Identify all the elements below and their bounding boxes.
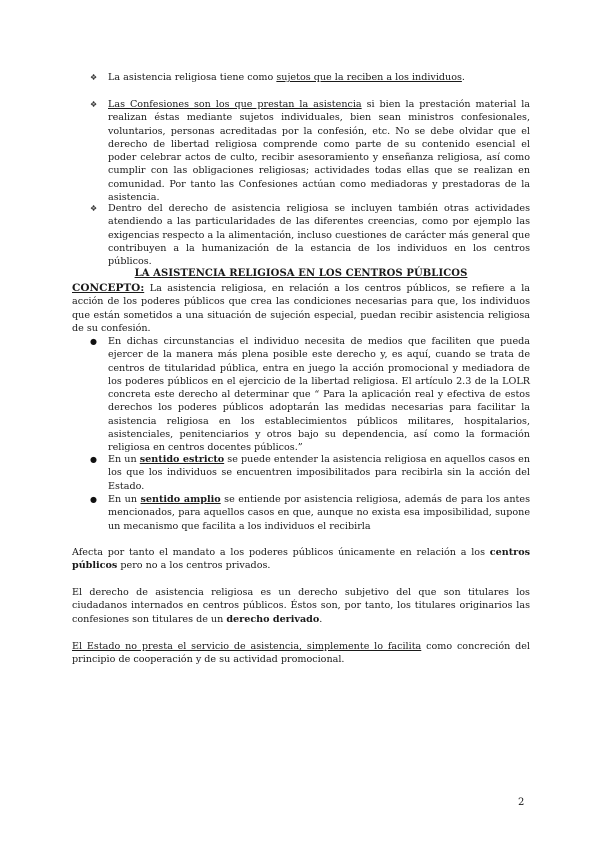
paragraph-sentido-amplio [108, 493, 530, 533]
underlined-text: El Estado no presta el servicio de asistencia, simplemente lo facilita [72, 641, 422, 652]
text: pero no a los centros privados. [117, 560, 271, 572]
diamond-bullet-icon: ❖ [90, 204, 98, 213]
text: La asistencia religiosa tiene como [108, 72, 277, 83]
bold-underlined-text: sentido estricto [139, 454, 225, 465]
text: como concreción del principio de cooperación y de su actividad promocional. [72, 641, 531, 666]
text: se puede entender la asistencia religiosa en aquellos casos en los que los individuos se encuentren imposibilitados para recibirla sin la acción del Estado. [108, 454, 531, 492]
text: Afecta por tanto el mandato a los poderes públicos únicamente en relación a los [72, 547, 490, 558]
paragraph-sentido-estricto [108, 453, 530, 493]
paragraph-sujetos [108, 71, 530, 84]
paragraph-confesiones [108, 98, 530, 204]
bold-text: derecho derivado [226, 613, 320, 625]
text: La asistencia religiosa, en relación a los centros públicos, se refiere a la acción de los poderes públicos que crea las condiciones necesarias para que, los individuos que están sometidos a una situación de sujeción especial, puedan recibir asistencia religiosa de su confesión. [72, 283, 530, 334]
bold-underlined-text: sentido amplio [140, 494, 221, 505]
round-bullet-icon: ● [90, 495, 97, 504]
page-number: 2 [518, 797, 525, 808]
section-title: LA ASISTENCIA RELIGIOSA EN LOS CENTROS PÚBLICOS [134, 268, 468, 279]
concepto-label: CONCEPTO: [72, 282, 145, 294]
paragraph-estado [72, 640, 530, 667]
paragraph-derecho-subjetivo [72, 586, 530, 626]
text: El derecho de asistencia religiosa es un derecho subjetivo del que son titulares los ciudadanos internados en centros públicos. Éstos son, por tanto, los titulares originarios las confesiones son titulares de un [72, 587, 530, 625]
text: . [461, 72, 465, 83]
underlined-text: Las Confesiones son los que prestan la asistencia [108, 99, 362, 110]
diamond-bullet-icon: ❖ [90, 100, 98, 109]
diamond-bullet-icon: ❖ [90, 73, 98, 82]
text: si bien la prestación material la realizan éstas mediante sujetos individuales, bien sean ministros confesionales, voluntarios, personas acreditadas por la confesión, etc. No se debe olvidar que el derecho de libertad religiosa comprende como parte de su contenido esencial el poder celebrar actos de culto, recibir asesoramiento y enseñanza religiosa, así como cumplir con las obligaciones religiosas; actividades todas ellas que se realizan en comunidad. Por tanto las Confesiones actúan como mediadoras y prestadoras de la asistencia. [108, 99, 530, 204]
underlined-text: sujetos que la reciben a los individuos [276, 72, 462, 83]
text: . [319, 613, 323, 625]
paragraph-circunstancias: En dichas circunstancias el individuo necesita de medios que faciliten que pueda ejercer de la manera más plena posible este derecho y, es aquí, cuando se trata de centros de titularidad pública, entra en juego la acción promocional y mediadora de los poderes públicos en el ejercicio de la libertad religiosa. El artículo 2.3 de la LOLR concreta este derecho al determinar que “ Para la aplicación real y efectiva de estos derechos los poderes públicos adoptarán las medidas necesarias para facilitar la asistencia religiosa en los establecimientos públicos militares, hospitalarios, asistenciales, penitenciarios y otros bajo su dependencia, así como la formación religiosa en centros docentes públicos.” [108, 336, 530, 454]
text: En un [108, 494, 141, 505]
round-bullet-icon: ● [90, 337, 97, 346]
paragraph-afecta [72, 546, 530, 573]
text: se entiende por asistencia religiosa, además de para los antes mencionados, para aquellos casos en que, aunque no exista esa imposibilidad, supone un mecanismo que facilita a los individuos el recibirla [108, 494, 530, 532]
paragraph-otras-actividades: Dentro del derecho de asistencia religiosa se incluyen también otras actividades atendiendo a las particularidades de las diferentes creencias, como por ejemplo las exigencias respecto a la alimentación, incluso cuestiones de carácter más general que contribuyen a la humanización de la estancia de los individuos en los centros públicos. [108, 203, 530, 268]
bold-text: centros públicos [72, 547, 530, 572]
paragraph-concepto [72, 282, 530, 335]
round-bullet-icon: ● [90, 455, 97, 464]
text: En un [108, 454, 140, 465]
